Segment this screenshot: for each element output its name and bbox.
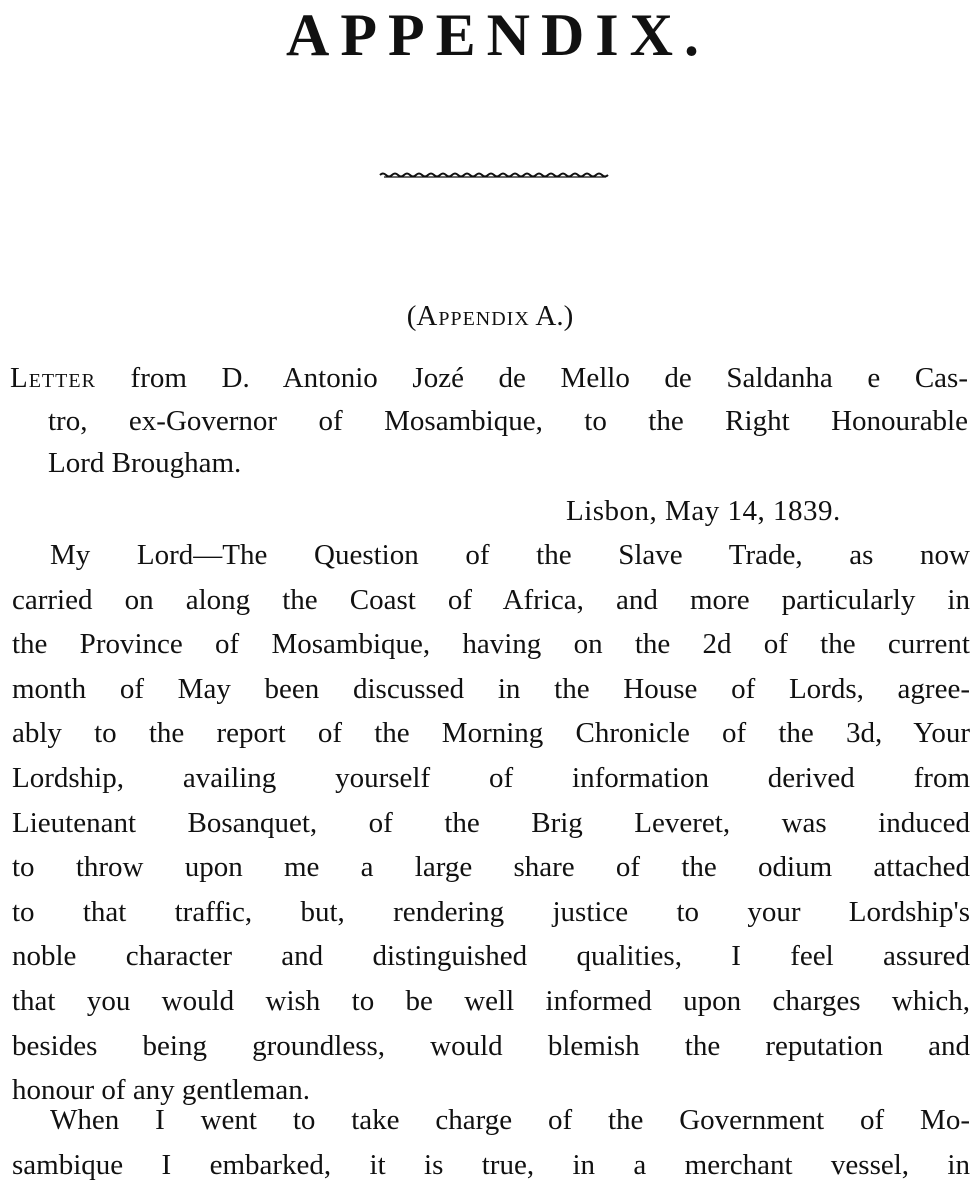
letter-heading-lead: Letter: [10, 362, 96, 394]
paragraph-line: month of May been discussed in the House of Lords, agree-: [12, 672, 970, 705]
paragraph-line: the Province of Mosambique, having on the 2d of the current: [12, 628, 970, 661]
paragraph-line: sambique I embarked, it is true, in a merchant vessel, in: [12, 1148, 970, 1181]
paragraph-line: Lieutenant Bosanquet, of the Brig Leveret, was induced: [12, 806, 970, 839]
paragraph-line: ably to the report of the Morning Chronicle of the 3d, Your: [12, 717, 970, 750]
paragraph-2: [12, 1098, 970, 1187]
dateline: Lisbon, May 14, 1839.: [566, 495, 841, 527]
paragraph-line: Lordship, availing yourself of information derived from: [12, 761, 970, 794]
paragraph-1: [12, 533, 970, 1113]
ornament-wavy-rule: [378, 166, 612, 184]
section-label-smallcaps: Appendix: [416, 300, 530, 332]
paragraph-line: to that traffic, but, rendering justice to your Lordship's: [12, 895, 970, 928]
paragraph-line: My Lord—The Question of the Slave Trade, as now: [50, 539, 970, 571]
section-label: [0, 296, 980, 336]
letter-heading-line-1: [10, 357, 968, 400]
paragraph-line: that you would wish to be well informed upon charges which,: [12, 984, 970, 1017]
paragraph-line: carried on along the Coast of Africa, and more particularly in: [12, 583, 970, 616]
letter-heading-line-1-rest: from D. Antonio Jozé de Mello de Saldanha e Cas-: [95, 362, 968, 394]
paragraph-line: besides being groundless, would blemish the reputation and: [12, 1029, 970, 1062]
paragraph-line: honour of any gentleman.: [12, 1074, 310, 1107]
letter-heading-line-3: Lord Brougham.: [48, 447, 242, 479]
section-label-rest: A.): [529, 300, 574, 332]
letter-heading: [10, 357, 968, 485]
paragraph-line: to throw upon me a large share of the odium attached: [12, 851, 970, 884]
section-label-open: (: [406, 300, 417, 332]
paragraph-line: noble character and distinguished qualities, I feel assured: [12, 940, 970, 973]
letter-heading-line-2: tro, ex-Governor of Mosambique, to the Right Honourable: [48, 404, 968, 437]
page-title: APPENDIX.: [286, 2, 710, 68]
paragraph-line: When I went to take charge of the Government of Mo-: [50, 1104, 970, 1136]
